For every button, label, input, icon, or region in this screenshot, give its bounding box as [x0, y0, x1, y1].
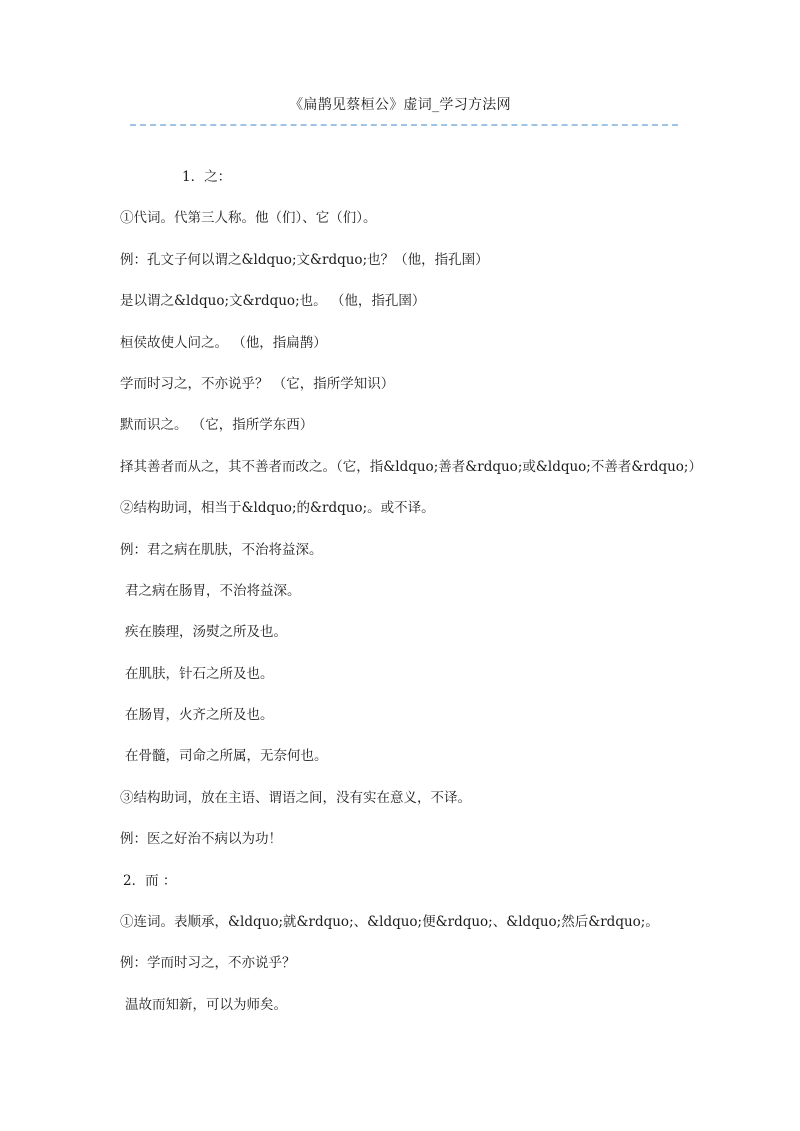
example-line: 在肠胃，火齐之所及也。 — [125, 707, 274, 724]
example-line: 在骨髓，司命之所属，无奈何也。 — [125, 748, 328, 765]
definition-line: ①代词。代第三人称。他（们）、它（们）。 — [120, 210, 377, 227]
title-divider — [130, 124, 678, 126]
example-line: 是以谓之&ldquo;文&rdquo;也。 （他，指孔圉） — [120, 293, 426, 310]
document-title: 《扁鹊见蔡桓公》虚词_学习方法网 — [289, 97, 511, 113]
definition-line: ①连词。表顺承，&ldquo;就&rdquo;、&ldquo;便&rdquo;、&ldquo;然后&rdquo;。 — [120, 914, 659, 931]
example-line: 桓侯故使人问之。 （他，指扁鹊） — [120, 334, 327, 351]
definition-line: ③结构助词，放在主语、谓语之间，没有实在意义，不译。 — [120, 789, 471, 806]
example-line: 择其善者而从之，其不善者而改之。（它，指&ldquo;善者&rdquo;或&ldquo;不善者&rdquo;） — [120, 458, 702, 475]
section-heading-er: 2．而 ： — [123, 872, 177, 889]
document-body — [120, 157, 720, 1026]
example-line: 例：孔文子何以谓之&ldquo;文&rdquo;也？（他，指孔圉） — [120, 251, 489, 268]
section-heading-zhi: 1．之： — [182, 169, 232, 185]
example-line: 疾在腠理，汤熨之所及也。 — [125, 624, 287, 641]
example-line: 例：医之好治不病以为功！ — [120, 831, 282, 848]
example-line: 温故而知新，可以为师矣。 — [125, 996, 287, 1013]
example-line: 学而时习之，不亦说乎？ （它，指所学知识） — [120, 375, 395, 392]
example-line: 例：学而时习之，不亦说乎？ — [120, 955, 296, 972]
definition-line: ②结构助词，相当于&ldquo;的&rdquo;。或不译。 — [120, 500, 435, 517]
example-line: 君之病在肠胃，不治将益深。 — [125, 582, 301, 599]
example-line: 例：君之病在肌肤，不治将益深。 — [120, 541, 323, 558]
example-line: 默而识之。 （它，指所学东西） — [120, 417, 314, 434]
example-line: 在肌肤，针石之所及也。 — [125, 665, 274, 682]
